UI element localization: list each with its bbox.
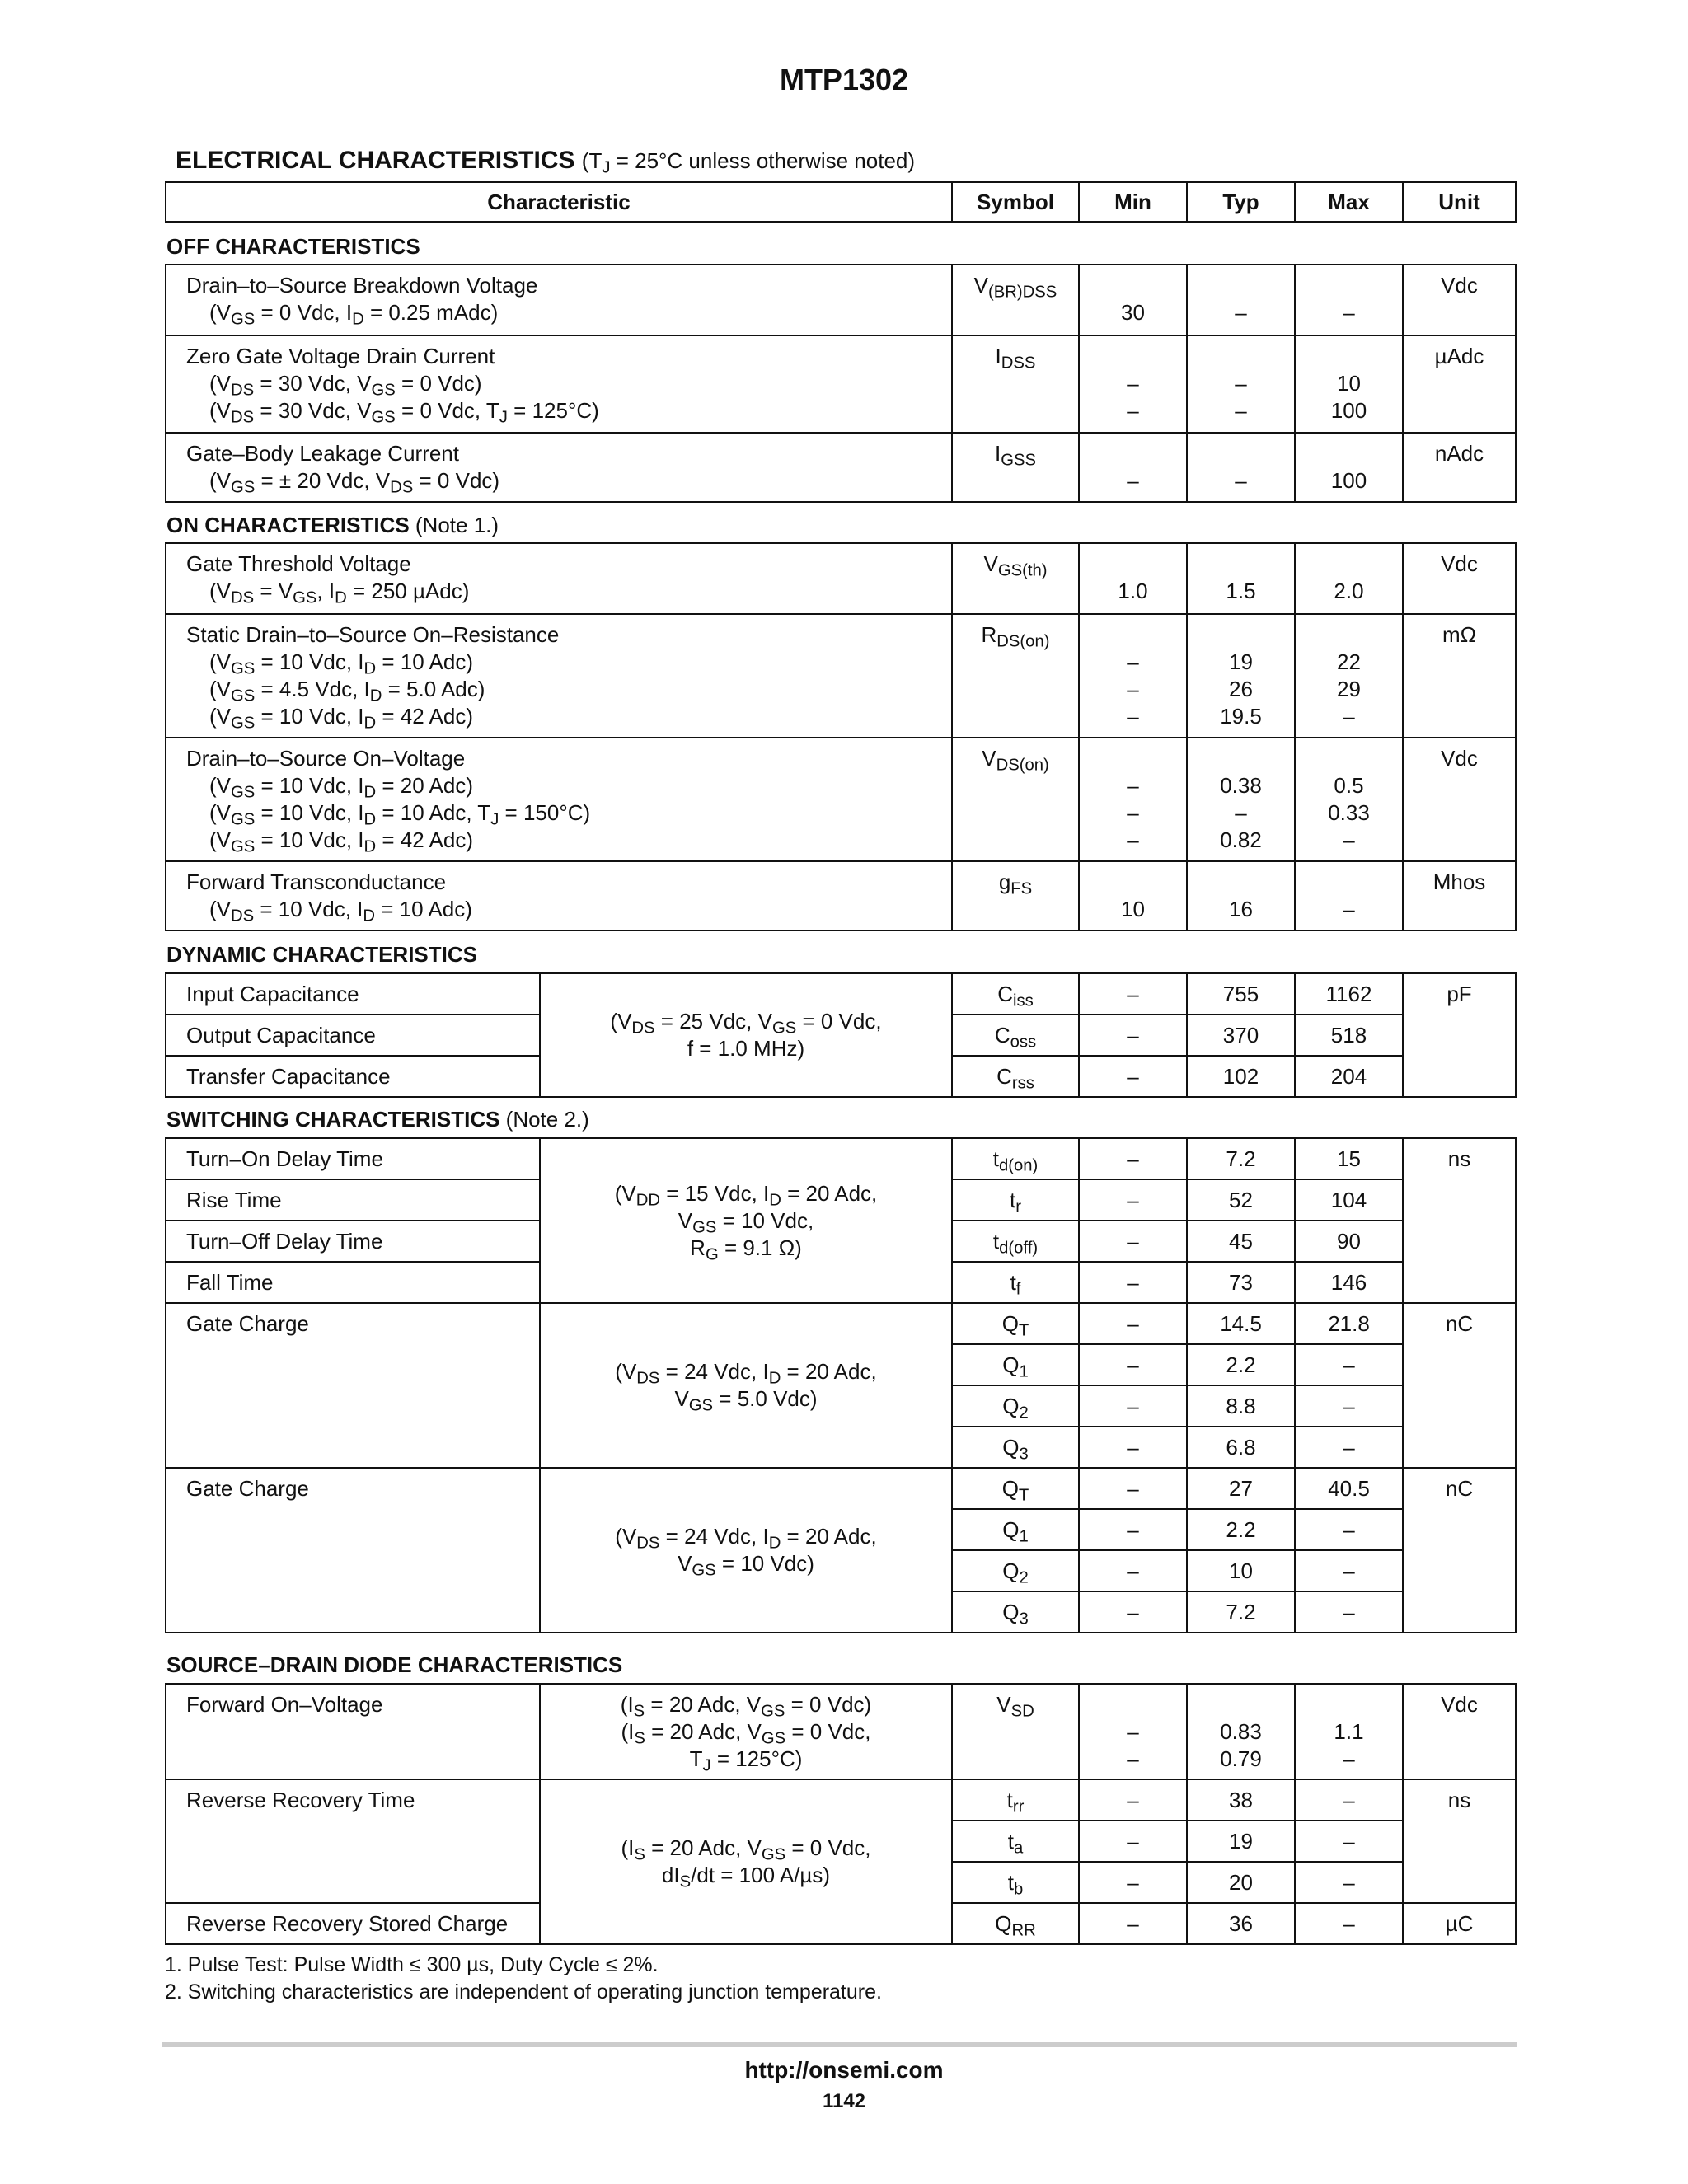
characteristic-cell: Zero Gate Voltage Drain Current ($V_{DS} = 30$ Vdc, $V_{GS} = 0$ Vdc) ($V_{DS} = 30$ Vdc, $V_{GS} = 0$ Vdc, $T_J = 125^\circ C$): [166, 335, 952, 433]
unit-cell: µC: [1403, 1903, 1516, 1944]
max-cell: 1.1 –: [1295, 1684, 1403, 1779]
characteristic-cell: Drain–to–Source Breakdown Voltage ($V_{GS} = 0$ Vdc, $I_D = 0.25$ mAdc): [166, 265, 952, 335]
typ-cell: 7.2: [1187, 1591, 1295, 1633]
typ-cell: 19 26 19.5: [1187, 614, 1295, 738]
typ-cell: 6.8: [1187, 1427, 1295, 1468]
min-cell: –: [1079, 1591, 1187, 1633]
typ-cell: 2.2: [1187, 1344, 1295, 1385]
page-title: MTP1302: [779, 63, 909, 96]
max-cell: 104: [1295, 1179, 1403, 1221]
typ-cell: 20: [1187, 1862, 1295, 1903]
unit-cell: µAdc: [1403, 335, 1516, 433]
symbol-cell: $Q_T$: [952, 1303, 1079, 1344]
max-cell: 100: [1295, 433, 1403, 502]
unit-cell: nC: [1403, 1303, 1516, 1468]
typ-cell: 0.83 0.79: [1187, 1684, 1295, 1779]
min-cell: 30: [1079, 265, 1187, 335]
max-cell: –: [1295, 1821, 1403, 1862]
col-max: Max: [1295, 182, 1403, 222]
table-row: [166, 335, 1516, 433]
min-cell: –: [1079, 1179, 1187, 1221]
table-row: [166, 1138, 1516, 1179]
footnote-2: 2. Switching characteristics are independent of operating junction temperature.: [165, 1980, 882, 2004]
max-cell: –: [1295, 1903, 1403, 1944]
typ-cell: 36: [1187, 1903, 1295, 1944]
footer-url[interactable]: http://onsemi.com: [744, 2057, 944, 2083]
typ-cell: 755: [1187, 973, 1295, 1015]
footnote-1: 1. Pulse Test: Pulse Width ≤ 300 µs, Duty Cycle ≤ 2%.: [165, 1953, 659, 1976]
characteristic-cell: Static Drain–to–Source On–Resistance ($V_{GS} = 10$ Vdc, $I_D = 10$ Adc) ($V_{GS} = 4.5$ Vdc, $I_D = 5.0$ Adc) ($V_{GS} = 10$ Vdc, $I_D = 42$ Adc): [166, 614, 952, 738]
symbol-cell: $C_{oss}$: [952, 1015, 1079, 1056]
min-cell: –: [1079, 1262, 1187, 1303]
unit-cell: ns: [1403, 1138, 1516, 1303]
footnotes: [165, 1952, 882, 2006]
min-cell: –: [1079, 433, 1187, 502]
typ-cell: 10: [1187, 1550, 1295, 1591]
typ-cell: 2.2: [1187, 1509, 1295, 1550]
on-characteristics-table: [165, 542, 1517, 931]
symbol-cell: $V_{DS(on)}$: [952, 738, 1079, 861]
section-title-dynamic: DYNAMIC CHARACTERISTICS: [166, 942, 477, 967]
col-min: Min: [1079, 182, 1187, 222]
min-cell: –: [1079, 1550, 1187, 1591]
symbol-cell: $V_{(BR)DSS}$: [952, 265, 1079, 335]
symbol-cell: $Q_T$: [952, 1468, 1079, 1509]
unit-cell: pF: [1403, 973, 1516, 1097]
max-cell: 15: [1295, 1138, 1403, 1179]
characteristic-cell: Input Capacitance: [166, 973, 540, 1015]
heading-title: ELECTRICAL CHARACTERISTICS: [176, 147, 575, 174]
off-characteristics-table: [165, 264, 1517, 503]
symbol-cell: $t_b$: [952, 1862, 1079, 1903]
min-cell: –: [1079, 1015, 1187, 1056]
condition-cell: ($V_{DS} = 24$ Vdc, $I_D = 20$ Adc, $V_{GS} = 5.0$ Vdc): [540, 1303, 952, 1468]
max-cell: 518: [1295, 1015, 1403, 1056]
min-cell: –: [1079, 1385, 1187, 1427]
characteristic-cell: Output Capacitance: [166, 1015, 540, 1056]
characteristic-cell: Gate Charge: [166, 1303, 540, 1468]
column-header-table: [165, 181, 1517, 223]
typ-cell: 102: [1187, 1056, 1295, 1097]
switching-characteristics-table: [165, 1137, 1517, 1633]
section-title-on: ON CHARACTERISTICS (Note 1.): [166, 513, 499, 537]
typ-cell: 19: [1187, 1821, 1295, 1862]
symbol-cell: $Q_3$: [952, 1427, 1079, 1468]
min-cell: –: [1079, 1779, 1187, 1821]
typ-cell: – –: [1187, 335, 1295, 433]
unit-cell: nAdc: [1403, 433, 1516, 502]
max-cell: 40.5: [1295, 1468, 1403, 1509]
characteristic-cell: Rise Time: [166, 1179, 540, 1221]
min-cell: –: [1079, 1509, 1187, 1550]
unit-cell: Vdc: [1403, 265, 1516, 335]
characteristic-cell: Turn–Off Delay Time: [166, 1221, 540, 1262]
characteristic-cell: Turn–On Delay Time: [166, 1138, 540, 1179]
characteristic-cell: Reverse Recovery Time: [166, 1779, 540, 1903]
symbol-cell: $Q_1$: [952, 1344, 1079, 1385]
table-row: [166, 543, 1516, 614]
table-heading: [176, 147, 915, 175]
min-cell: –: [1079, 1903, 1187, 1944]
section-title-diode: SOURCE–DRAIN DIODE CHARACTERISTICS: [166, 1652, 623, 1677]
col-symbol: Symbol: [952, 182, 1079, 222]
typ-cell: 0.38 – 0.82: [1187, 738, 1295, 861]
min-cell: 10: [1079, 861, 1187, 930]
min-cell: –: [1079, 1056, 1187, 1097]
typ-cell: –: [1187, 265, 1295, 335]
unit-cell: Vdc: [1403, 543, 1516, 614]
characteristic-cell: Gate–Body Leakage Current ($V_{GS}$ = ± 20 Vdc, $V_{DS} = 0$ Vdc): [166, 433, 952, 502]
max-cell: 146: [1295, 1262, 1403, 1303]
section-title-off: OFF CHARACTERISTICS: [166, 234, 420, 259]
characteristic-cell: Forward Transconductance ($V_{DS} = 10$ Vdc, $I_D = 10$ Adc): [166, 861, 952, 930]
max-cell: –: [1295, 1591, 1403, 1633]
min-cell: –: [1079, 973, 1187, 1015]
max-cell: –: [1295, 265, 1403, 335]
min-cell: –: [1079, 1821, 1187, 1862]
symbol-cell: $V_{SD}$: [952, 1684, 1079, 1779]
max-cell: 22 29 –: [1295, 614, 1403, 738]
table-row: [166, 973, 1516, 1015]
table-row: [166, 1684, 1516, 1779]
symbol-cell: $Q_1$: [952, 1509, 1079, 1550]
max-cell: 1162: [1295, 973, 1403, 1015]
unit-cell: Vdc: [1403, 1684, 1516, 1779]
typ-cell: 1.5: [1187, 543, 1295, 614]
min-cell: – –: [1079, 1684, 1187, 1779]
min-cell: –: [1079, 1427, 1187, 1468]
max-cell: –: [1295, 1779, 1403, 1821]
condition-cell: ($I_S = 20$ Adc, $V_{GS} = 0$ Vdc) ($I_S = 20$ Adc, $V_{GS} = 0$ Vdc, $T_J = 125^\circ C$): [540, 1684, 952, 1779]
max-cell: –: [1295, 1509, 1403, 1550]
characteristic-cell: Forward On–Voltage: [166, 1684, 540, 1779]
symbol-cell: $Q_{RR}$: [952, 1903, 1079, 1944]
min-cell: 1.0: [1079, 543, 1187, 614]
typ-cell: –: [1187, 433, 1295, 502]
symbol-cell: $Q_2$: [952, 1550, 1079, 1591]
max-cell: 90: [1295, 1221, 1403, 1262]
max-cell: 21.8: [1295, 1303, 1403, 1344]
table-row: [166, 265, 1516, 335]
unit-cell: ns: [1403, 1779, 1516, 1903]
symbol-cell: $t_{rr}$: [952, 1779, 1079, 1821]
table-row: [166, 433, 1516, 502]
column-header-row: [166, 182, 1516, 222]
min-cell: – – –: [1079, 738, 1187, 861]
min-cell: –: [1079, 1862, 1187, 1903]
max-cell: –: [1295, 1344, 1403, 1385]
min-cell: –: [1079, 1344, 1187, 1385]
min-cell: –: [1079, 1221, 1187, 1262]
unit-cell: mΩ: [1403, 614, 1516, 738]
max-cell: –: [1295, 1550, 1403, 1591]
section-title-switching: SWITCHING CHARACTERISTICS (Note 2.): [166, 1107, 589, 1132]
symbol-cell: $I_{GSS}$: [952, 433, 1079, 502]
max-cell: 0.5 0.33 –: [1295, 738, 1403, 861]
typ-cell: 52: [1187, 1179, 1295, 1221]
col-typ: Typ: [1187, 182, 1295, 222]
min-cell: –: [1079, 1468, 1187, 1509]
symbol-cell: $t_{d(off)}$: [952, 1221, 1079, 1262]
typ-cell: 14.5: [1187, 1303, 1295, 1344]
table-row: [166, 738, 1516, 861]
footer-divider: [162, 2042, 1517, 2047]
max-cell: 204: [1295, 1056, 1403, 1097]
symbol-cell: $Q_2$: [952, 1385, 1079, 1427]
typ-cell: 16: [1187, 861, 1295, 930]
min-cell: –: [1079, 1303, 1187, 1344]
characteristic-cell: Fall Time: [166, 1262, 540, 1303]
table-row: [166, 1303, 1516, 1344]
typ-cell: 45: [1187, 1221, 1295, 1262]
symbol-cell: $C_{iss}$: [952, 973, 1079, 1015]
unit-cell: nC: [1403, 1468, 1516, 1633]
typ-cell: 27: [1187, 1468, 1295, 1509]
typ-cell: 8.8: [1187, 1385, 1295, 1427]
typ-cell: 38: [1187, 1779, 1295, 1821]
min-cell: –: [1079, 1138, 1187, 1179]
symbol-cell: $g_{FS}$: [952, 861, 1079, 930]
symbol-cell: $Q_3$: [952, 1591, 1079, 1633]
dynamic-characteristics-table: [165, 972, 1517, 1098]
typ-cell: 73: [1187, 1262, 1295, 1303]
symbol-cell: $C_{rss}$: [952, 1056, 1079, 1097]
table-row: [166, 1779, 1516, 1821]
characteristic-cell: Reverse Recovery Stored Charge: [166, 1903, 540, 1944]
characteristic-cell: Gate Charge: [166, 1468, 540, 1633]
symbol-cell: $t_f$: [952, 1262, 1079, 1303]
table-row: [166, 861, 1516, 930]
min-cell: – –: [1079, 335, 1187, 433]
unit-cell: Vdc: [1403, 738, 1516, 861]
characteristic-cell: Drain–to–Source On–Voltage ($V_{GS} = 10$ Vdc, $I_D = 20$ Adc) ($V_{GS} = 10$ Vdc, $I_D = 10$ Adc, $T_J = 150^\circ C$) ($V_{GS} = 10$ Vdc, $I_D = 42$ Adc): [166, 738, 952, 861]
max-cell: –: [1295, 1427, 1403, 1468]
table-row: [166, 614, 1516, 738]
typ-cell: 370: [1187, 1015, 1295, 1056]
max-cell: 2.0: [1295, 543, 1403, 614]
symbol-cell: $t_r$: [952, 1179, 1079, 1221]
max-cell: –: [1295, 861, 1403, 930]
characteristic-cell: Gate Threshold Voltage ($V_{DS} = V_{GS}$, $I_D = 250$ µAdc): [166, 543, 952, 614]
condition-cell: ($I_S = 20$ Adc, $V_{GS} = 0$ Vdc, $dI_S/dt = 100$ A/µs): [540, 1779, 952, 1944]
heading-condition: ($T_J = 25^\circ C$ unless otherwise noted): [581, 148, 916, 177]
col-characteristic: Characteristic: [166, 182, 952, 222]
symbol-cell: $V_{GS(th)}$: [952, 543, 1079, 614]
typ-cell: 7.2: [1187, 1138, 1295, 1179]
page-number: 1142: [822, 2090, 866, 2112]
symbol-cell: $t_{d(on)}$: [952, 1138, 1079, 1179]
col-unit: Unit: [1403, 182, 1516, 222]
symbol-cell: $t_a$: [952, 1821, 1079, 1862]
condition-cell: ($V_{DD} = 15$ Vdc, $I_D = 20$ Adc, $V_{GS} = 10$ Vdc, $R_G = 9.1$ Ω): [540, 1138, 952, 1303]
symbol-cell: $I_{DSS}$: [952, 335, 1079, 433]
max-cell: 10 100: [1295, 335, 1403, 433]
characteristic-cell: Transfer Capacitance: [166, 1056, 540, 1097]
diode-characteristics-table: [165, 1683, 1517, 1945]
max-cell: –: [1295, 1385, 1403, 1427]
table-row: [166, 1468, 1516, 1509]
symbol-cell: $R_{DS(on)}$: [952, 614, 1079, 738]
condition-cell: ($V_{DS} = 24$ Vdc, $I_D = 20$ Adc, $V_{GS} = 10$ Vdc): [540, 1468, 952, 1633]
unit-cell: Mhos: [1403, 861, 1516, 930]
min-cell: – – –: [1079, 614, 1187, 738]
max-cell: –: [1295, 1862, 1403, 1903]
condition-cell: ($V_{DS} = 25$ Vdc, $V_{GS} = 0$ Vdc, f = 1.0 MHz): [540, 973, 952, 1097]
